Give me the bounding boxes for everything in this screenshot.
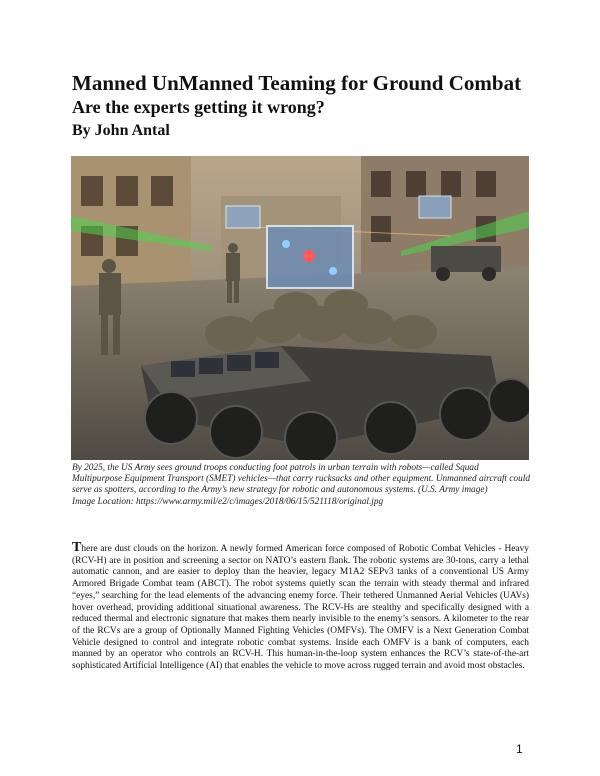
article-body <box>72 542 529 673</box>
article-figure <box>71 156 529 460</box>
image-location: Image Location: https://www.army.mil/e2/c/images/2018/06/15/521118/original.jpg <box>72 496 384 507</box>
body-paragraph: here are dust clouds on the horizon. A newly formed American force composed of Robotic Combat Vehicles - Heavy (RCV-H) are in position and screening a sector on NATO’s eastern flank. The robotic systems are 30-tons, carry a lethal automatic cannon, and are easier to deploy than the heavier, legacy M1A2 SEPv3 tanks of a conventional US Army Armored Brigade Combat team (ABCT). The robot systems quietly scan the terrain with steady thermal and infrared “eyes,” searching for the lead elements of the advancing enemy force. Their tethered Unmanned Aerial Vehicles (UAVs) hover overhead, providing additional situational awareness. The RCV-Hs are stealthy and specifically designed with a reduced thermal and electronic signature that makes them nearly invisible to the enemy’s sensors. A kilometer to the rear of the RCVs are a group of Optionally Manned Fighting Vehicles (OMFVs). The OMFV is a Next Generation Combat Vehicle designed to control and integrate robotic combat systems. Inside each OMFV is a bank of computers, each manned by an operator who controls an RCV-H. This human-in-the-loop system enhances the RCV’s state-of-the-art sophisticated Artificial Intelligence (AI) that enables the vehicle to move across rugged terrain and avoid most obstacles. <box>72 544 529 672</box>
caption-text: By 2025, the US Army sees ground troops conducting foot patrols in urban terrain with robots—called Squad Multipurpose Equipment Transport (SMET) vehicles—that carry rucksacks and other equipment. Unmanned aircraft could serve as spotters, according to the Army’s new strategy for robotic and autonomous systems. (U.S. Army image) <box>72 463 530 496</box>
figure-caption <box>72 463 530 508</box>
page-number: 1 <box>516 742 523 756</box>
article-subtitle: Are the experts getting it wrong? <box>72 97 325 117</box>
article-byline: By John Antal <box>72 122 170 139</box>
military-robot-illustration-icon <box>71 156 529 460</box>
article-title: Manned UnManned Teaming for Ground Combat <box>72 71 522 95</box>
drop-cap: T <box>72 540 82 555</box>
